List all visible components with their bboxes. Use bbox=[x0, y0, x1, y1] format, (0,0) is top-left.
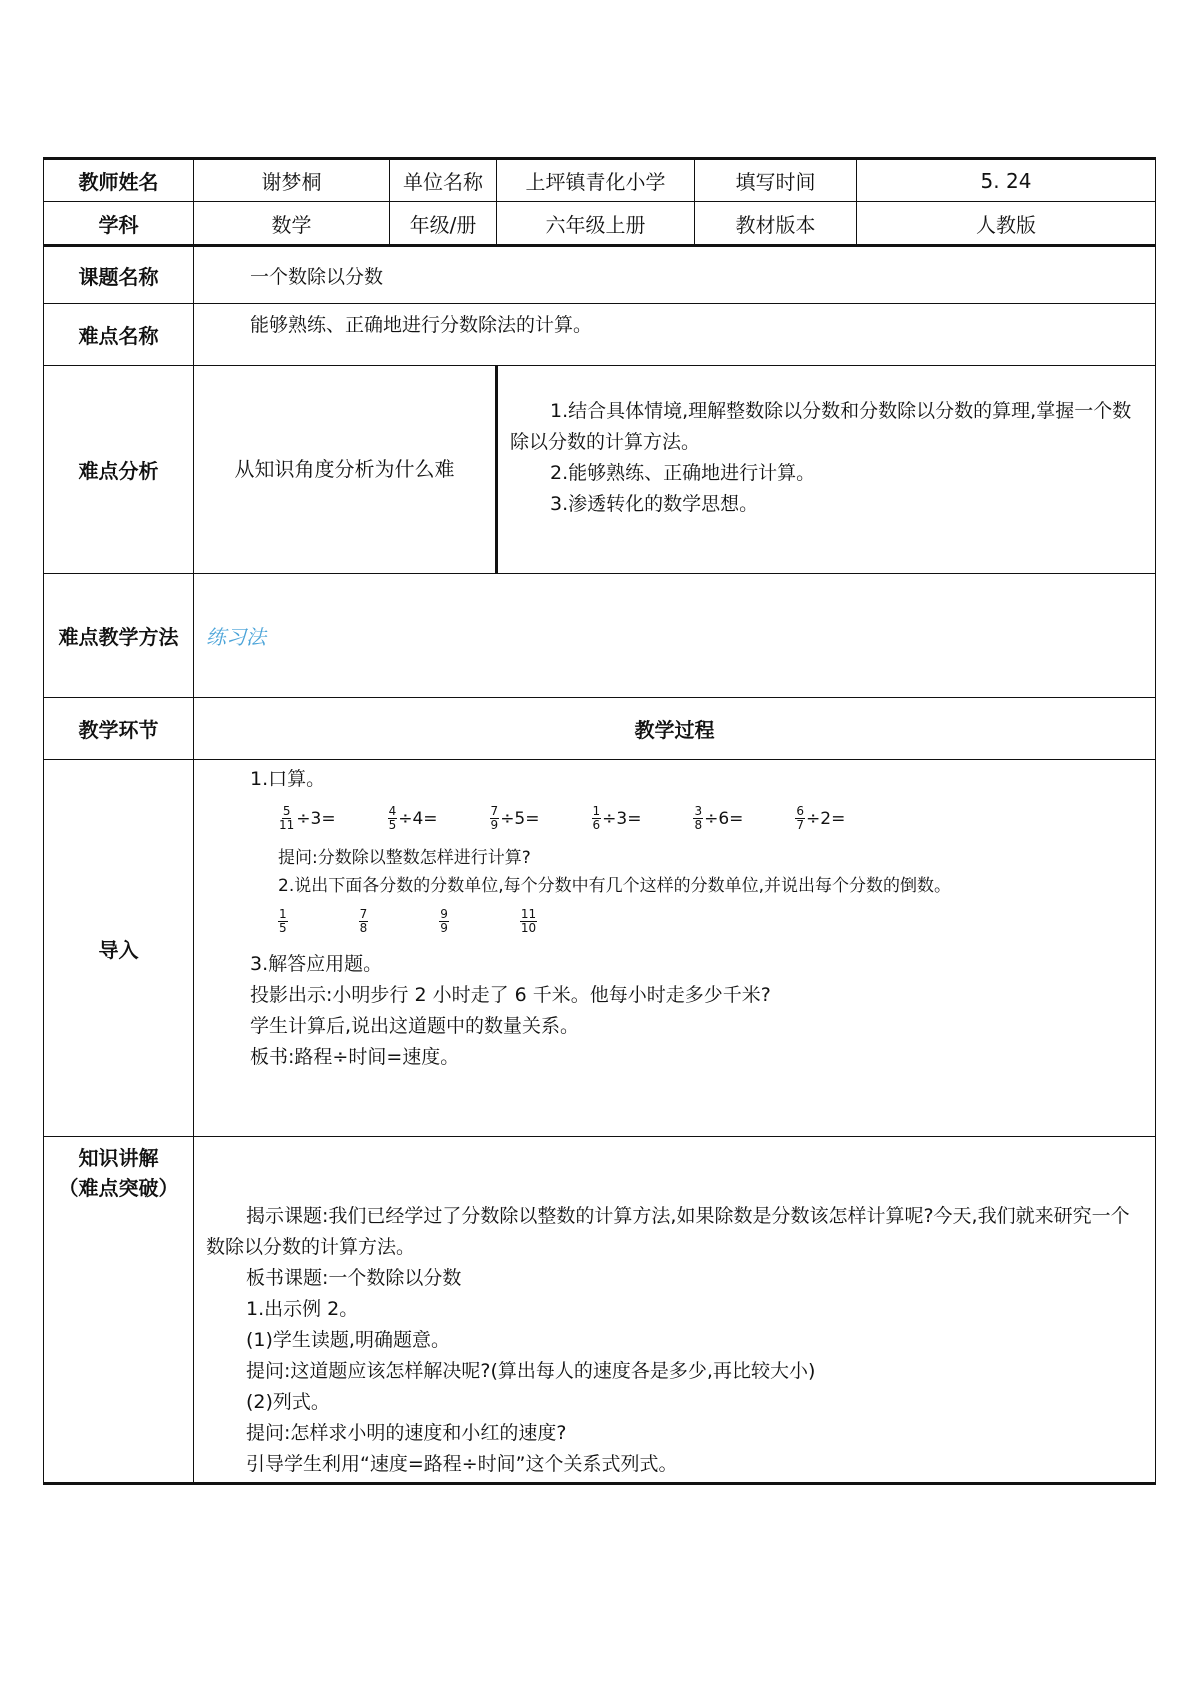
subject-label: 学科 bbox=[44, 202, 194, 246]
fraction-list bbox=[250, 908, 1145, 935]
knowledge-reveal: 揭示课题:我们已经学过了分数除以整数的计算方法,如果除数是分数该怎样计算呢?今天,我们就来研究一个数除以分数的计算方法。 bbox=[206, 1205, 1130, 1258]
analysis-point: 1.结合具体情境,理解整数除以分数和分数除以分数的算理,掌握一个数除以分数的计算方法。 bbox=[510, 400, 1132, 453]
date-label: 填写时间 bbox=[695, 159, 857, 202]
knowledge-content bbox=[194, 1137, 1156, 1484]
intro-label: 导入 bbox=[44, 760, 194, 1137]
knowledge-line: 1.出示例 2。 bbox=[246, 1298, 359, 1320]
intro-line: 学生计算后,说出这道题中的数量关系。 bbox=[250, 1015, 580, 1037]
date-value: 5. 24 bbox=[857, 159, 1156, 202]
intro-line: 投影出示:小明步行 2 小时走了 6 千米。他每小时走多少千米? bbox=[250, 984, 771, 1006]
knowledge-label-2: （难点突破） bbox=[58, 1176, 179, 1200]
unit-label: 单位名称 bbox=[390, 159, 497, 202]
task-two: 2.说出下面各分数的分数单位,每个分数中有几个这样的分数单位,并说出每个分数的倒数。 bbox=[278, 876, 952, 896]
topic-label: 课题名称 bbox=[44, 246, 194, 304]
grade-label: 年级/册 bbox=[390, 202, 497, 246]
oral-item: $\frac{3}{8}$ ÷6= bbox=[694, 804, 744, 832]
difficulty-value: 能够熟练、正确地进行分数除法的计算。 bbox=[194, 304, 1156, 366]
knowledge-line: 引导学生利用“速度=路程÷时间”这个关系式列式。 bbox=[246, 1453, 678, 1475]
method-label: 难点教学方法 bbox=[44, 574, 194, 698]
analysis-points bbox=[497, 366, 1156, 574]
oral-item: $\frac{1}{6}$ ÷3= bbox=[592, 804, 642, 832]
oral-items bbox=[250, 805, 1145, 832]
oral-title: 1.口算。 bbox=[250, 768, 326, 790]
knowledge-label: 知识讲解 bbox=[78, 1146, 159, 1170]
oral-item: $\frac{4}{5}$ ÷4= bbox=[388, 804, 438, 832]
fraction-item: $\frac{1}{5}$ bbox=[279, 907, 287, 935]
intro-content bbox=[194, 760, 1156, 1137]
analysis-sub-label: 从知识角度分析为什么难 bbox=[194, 366, 497, 574]
oral-item: $\frac{7}{9}$ ÷5= bbox=[490, 804, 540, 832]
topic-value: 一个数除以分数 bbox=[194, 246, 1156, 304]
intro-line: 3.解答应用题。 bbox=[250, 953, 383, 975]
process-header: 教学过程 bbox=[194, 698, 1156, 760]
subject-value: 数学 bbox=[194, 202, 390, 246]
intro-lines bbox=[250, 949, 1145, 1073]
lesson-plan-sheet bbox=[43, 157, 1155, 1485]
edition-label: 教材版本 bbox=[695, 202, 857, 246]
oral-item: $\frac{5}{11}$ ÷3= bbox=[279, 804, 336, 832]
difficulty-label: 难点名称 bbox=[44, 304, 194, 366]
intro-line: 板书:路程÷时间=速度。 bbox=[250, 1046, 460, 1068]
knowledge-line: 板书课题:一个数除以分数 bbox=[246, 1267, 462, 1289]
edition-value: 人教版 bbox=[857, 202, 1156, 246]
oral-question: 提问:分数除以整数怎样进行计算? bbox=[278, 848, 531, 868]
fraction-item: $\frac{11}{10}$ bbox=[520, 907, 537, 935]
analysis-label: 难点分析 bbox=[44, 366, 194, 574]
grade-value: 六年级上册 bbox=[497, 202, 695, 246]
knowledge-line: 提问:这道题应该怎样解决呢?(算出每人的速度各是多少,再比较大小) bbox=[246, 1360, 816, 1382]
fraction-item: $\frac{7}{8}$ bbox=[359, 907, 368, 935]
teacher-label: 教师姓名 bbox=[44, 159, 194, 202]
fraction-item: $\frac{9}{9}$ bbox=[440, 907, 448, 935]
analysis-point: 2.能够熟练、正确地进行计算。 bbox=[550, 462, 816, 484]
knowledge-line: (1)学生读题,明确题意。 bbox=[246, 1329, 450, 1351]
method-value: 练习法 bbox=[194, 574, 1156, 698]
knowledge-line: (2)列式。 bbox=[246, 1391, 330, 1413]
teacher-value: 谢梦桐 bbox=[194, 159, 390, 202]
analysis-point: 3.渗透转化的数学思想。 bbox=[550, 493, 759, 515]
lesson-plan-table bbox=[43, 157, 1156, 1485]
oral-item: $\frac{6}{7}$ ÷2= bbox=[796, 804, 846, 832]
process-step-label: 教学环节 bbox=[44, 698, 194, 760]
knowledge-line: 提问:怎样求小明的速度和小红的速度? bbox=[246, 1422, 567, 1444]
unit-value: 上坪镇青化小学 bbox=[497, 159, 695, 202]
knowledge-label-cell bbox=[44, 1137, 194, 1484]
